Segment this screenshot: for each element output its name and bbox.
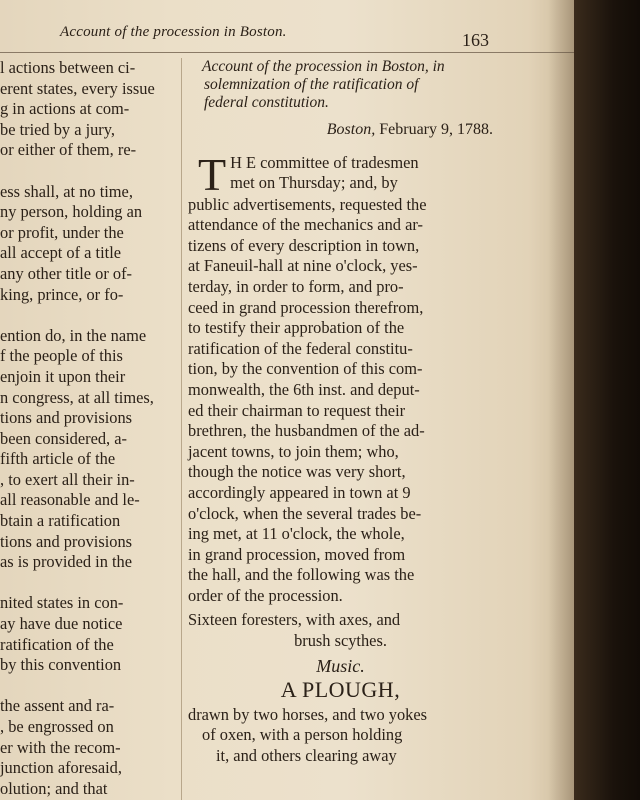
left-column-line: any other title or of- <box>0 263 132 283</box>
body-line: o'clock, when the several trades be- <box>188 503 422 523</box>
left-column-line: ny person, holding an <box>0 202 143 222</box>
drop-cap: T <box>198 148 227 200</box>
left-column-line: all reasonable and le- <box>0 490 140 510</box>
body-line: ratification of the federal constitu- <box>188 338 413 358</box>
left-column-line <box>0 305 178 326</box>
foresters-line: Sixteen foresters, with axes, and <box>188 610 401 630</box>
body-line: H E committee of tradesmen <box>230 152 419 172</box>
body-line: ing met, at 11 o'clock, the whole, <box>188 524 405 544</box>
left-column-line: g in actions at com- <box>0 99 130 119</box>
body-line: to testify their approbation of the <box>188 318 405 338</box>
body-line: monwealth, the 6th inst. and deput- <box>188 379 420 399</box>
body-line: accordingly appeared in town at 9 <box>188 482 411 502</box>
article-title <box>188 58 493 112</box>
left-column-line <box>0 676 178 697</box>
body-line: though the notice was very short, <box>188 462 406 482</box>
body-line: tion, by the convention of this com- <box>188 359 423 379</box>
left-column-line <box>0 161 178 182</box>
body-line: order of the procession. <box>188 585 343 605</box>
body-line: met on Thursday; and, by <box>230 173 398 193</box>
left-column-line: , be engrossed on <box>0 717 114 736</box>
header-rule <box>0 52 574 53</box>
article-opening <box>188 148 493 216</box>
body-line: in grand procession, moved from <box>188 544 406 564</box>
body-line: ceed in grand procession therefrom, <box>188 297 424 317</box>
left-column-line: king, prince, or fo- <box>0 284 124 304</box>
plough-description <box>188 705 493 767</box>
page-gutter-shadow <box>548 0 574 800</box>
body-line: ed their chairman to request their <box>188 400 406 420</box>
article-body <box>188 215 493 606</box>
left-column <box>0 58 178 799</box>
body-line: tizens of every description in town, <box>188 235 420 255</box>
body-line: at Faneuil-hall at nine o'clock, yes- <box>188 256 418 276</box>
article-column <box>188 58 493 767</box>
left-column-line: by this convention <box>0 655 122 675</box>
plough-heading: A PLOUGH, <box>280 677 401 703</box>
left-column-line: nited states in con- <box>0 593 124 613</box>
left-column-line: tions and provisions <box>0 408 133 428</box>
dateline <box>188 120 493 141</box>
left-column-line: all accept of a title <box>0 243 122 263</box>
running-title: Account of the procession in Boston. <box>60 24 287 40</box>
left-column-line: ratification of the <box>0 634 114 654</box>
left-column-line: erent states, every issue <box>0 78 155 98</box>
left-column-line: ess shall, at no time, <box>0 181 133 201</box>
left-column-line: btain a ratification <box>0 511 121 531</box>
left-column-line: been considered, a- <box>0 428 127 448</box>
left-column-line: ay have due notice <box>0 614 123 634</box>
article-title-line: Account of the procession in Boston, in <box>202 58 445 75</box>
article-title-line: solemnization of the ratification of <box>204 76 419 93</box>
left-column-line: ention do, in the name <box>0 325 147 345</box>
left-column-line: the assent and ra- <box>0 696 115 716</box>
left-column-line: or profit, under the <box>0 222 124 242</box>
left-column-line: n congress, at all times, <box>0 387 154 407</box>
dateline-place: Boston, <box>326 121 376 138</box>
left-column-line: tions and provisions <box>0 531 133 551</box>
plough-line: it, and others clearing away <box>216 746 397 766</box>
left-column-line: l actions between ci- <box>0 58 136 77</box>
body-line: jacent towns, to join them; who, <box>188 441 399 461</box>
article-title-line: federal constitution. <box>204 94 329 111</box>
left-column-line: enjoin it upon their <box>0 366 126 386</box>
page-number: 163 <box>462 30 489 50</box>
body-line: public advertisements, requested the <box>188 194 427 214</box>
plough-line: drawn by two horses, and two yokes <box>188 704 427 724</box>
left-column-line: olution; and that <box>0 778 108 798</box>
left-column-line: as is provided in the <box>0 552 133 572</box>
foresters-entry <box>188 610 493 651</box>
left-column-line: be tried by a jury, <box>0 119 115 139</box>
plough-line: of oxen, with a person holding <box>202 725 403 745</box>
left-column-line: fifth article of the <box>0 449 116 469</box>
body-line: terday, in order to form, and pro- <box>188 276 404 296</box>
background-shadow <box>574 0 640 800</box>
left-column-line: , to exert all their in- <box>0 469 135 489</box>
foresters-line: brush scythes. <box>294 631 387 651</box>
column-divider <box>181 58 182 800</box>
left-column-line: junction aforesaid, <box>0 758 122 778</box>
body-line: brethren, the husbandmen of the ad- <box>188 421 425 441</box>
left-column-line: or either of them, re- <box>0 140 137 160</box>
body-line: attendance of the mechanics and ar- <box>188 215 423 235</box>
left-column-line: f the people of this <box>0 346 123 366</box>
left-column-line <box>0 573 178 594</box>
body-line: the hall, and the following was the <box>188 565 415 585</box>
music-heading: Music. <box>316 655 365 676</box>
left-column-line: er with the recom- <box>0 737 121 757</box>
dateline-date: February 9, 1788. <box>379 121 493 138</box>
